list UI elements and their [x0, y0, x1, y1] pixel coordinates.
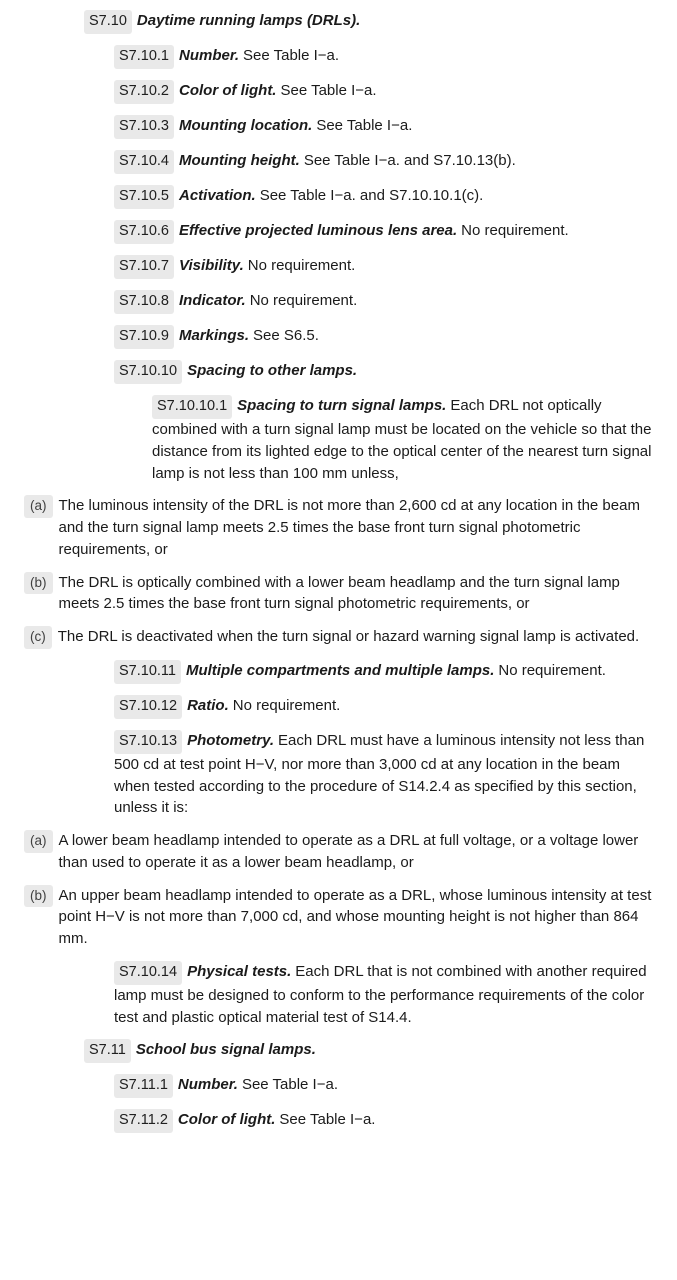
section-number-badge: S7.10.9: [114, 325, 174, 349]
section-item: [84, 10, 653, 34]
section-title: Spacing to other lamps.: [187, 362, 358, 380]
section-paragraph: [84, 1039, 653, 1063]
section-body-text: See Table I−a. and S7.10.10.1(c).: [259, 187, 484, 205]
section-number-badge: S7.10.12: [114, 695, 182, 719]
section-paragraph: [114, 80, 653, 104]
section-number-badge: S7.10.11: [114, 660, 181, 684]
section-body-text: No requirement.: [249, 292, 358, 310]
section-body-text: See S6.5.: [253, 327, 319, 345]
section-paragraph: [114, 325, 653, 349]
section-number-badge: S7.10.5: [114, 185, 174, 209]
section-paragraph: [114, 660, 653, 684]
section-paragraph: [114, 961, 653, 1029]
section-item: [114, 660, 653, 684]
section-number-badge: S7.10.10: [114, 360, 182, 384]
list-item-text: The DRL is deactivated when the turn signal or hazard warning signal lamp is activated.: [57, 628, 640, 646]
section-item: [114, 255, 653, 279]
list-item: [24, 572, 653, 616]
section-body-text: See Table I−a.: [316, 117, 413, 135]
section-number-badge: S7.10.6: [114, 220, 174, 244]
list-item-marker: (b): [24, 885, 53, 908]
section-item: [84, 1039, 653, 1063]
section-item: [114, 115, 653, 139]
section-title: Effective projected luminous lens area.: [179, 222, 458, 240]
list-item-marker: (b): [24, 572, 53, 595]
section-number-badge: S7.10: [84, 10, 132, 34]
section-title: Daytime running lamps (DRLs).: [136, 12, 361, 29]
section-item: [114, 325, 653, 349]
section-item: [114, 1074, 653, 1098]
section-body-text: See Table I−a.: [279, 1111, 376, 1129]
list-item-text: The luminous intensity of the DRL is not more than 2,600 cd at any location in the beam and the turn signal lamp meets 2.5 times the base front turn signal photometric requirements, or: [58, 497, 640, 558]
section-body-text: See Table I−a.: [280, 82, 377, 100]
section-paragraph: [114, 220, 653, 244]
list-item: [24, 885, 653, 950]
section-body-text: Each DRL not optically combined with a turn signal lamp must be located on the vehicle so that the distance from its lighted edge to the optical center of the nearest turn signal lamp is not less than 100 mm unless,: [152, 397, 652, 482]
section-paragraph: [114, 290, 653, 314]
section-number-badge: S7.10.1: [114, 45, 174, 69]
section-item: [152, 395, 653, 484]
section-number-badge: S7.11.2: [114, 1109, 173, 1133]
section-body-text: See Table I−a.: [243, 47, 340, 65]
section-body-text: No requirement.: [232, 696, 341, 714]
section-paragraph: [114, 45, 653, 69]
section-body-text: See Table I−a.: [241, 1076, 338, 1094]
list-item: [24, 830, 653, 874]
section-body-text: No requirement.: [247, 257, 356, 275]
section-number-badge: S7.10.4: [114, 150, 174, 174]
list-item-marker: (a): [24, 495, 53, 518]
section-number-badge: S7.10.3: [114, 115, 174, 139]
section-number-badge: S7.10.2: [114, 80, 174, 104]
section-paragraph: [114, 730, 653, 819]
list-item-text: The DRL is optically combined with a lower beam headlamp and the turn signal lamp meets 2.5 times the base front turn signal photometric requirements, or: [58, 573, 620, 613]
list-item: [24, 495, 653, 560]
section-title: Markings.: [179, 327, 250, 345]
section-body-text: Each DRL must have a luminous intensity not less than 500 cd at test point H−V, nor more than 3,000 cd at any location in the beam when tested according to the procedure of S14.2.4 as specified by this section, unless it is:: [114, 731, 645, 817]
list-item-marker: (c): [24, 626, 52, 649]
section-item: [114, 1109, 653, 1133]
section-body-text: Each DRL that is not combined with another required lamp must be designed to conform to the performance requirements of the color test and plastic optical material test of S14.4.: [114, 962, 647, 1026]
section-title: Ratio.: [187, 696, 229, 714]
section-paragraph: [114, 360, 653, 384]
section-item: [114, 290, 653, 314]
section-title: Multiple compartments and multiple lamps.: [185, 661, 495, 679]
section-number-badge: S7.10.13: [114, 730, 182, 754]
section-item: [114, 80, 653, 104]
section-paragraph: [152, 395, 653, 484]
section-body-text: No requirement.: [498, 661, 606, 679]
section-number-badge: S7.11.1: [114, 1074, 173, 1098]
section-number-badge: S7.10.7: [114, 255, 174, 279]
section-number-badge: S7.10.10.1: [152, 395, 232, 419]
section-paragraph: [114, 185, 653, 209]
section-item: [114, 220, 653, 244]
section-item: [114, 961, 653, 1029]
section-body-text: No requirement.: [461, 222, 569, 240]
section-title: Activation.: [179, 187, 256, 205]
section-number-badge: S7.10.14: [114, 961, 182, 985]
section-title: Indicator.: [179, 292, 246, 310]
section-paragraph: [114, 115, 653, 139]
section-title: School bus signal lamps.: [135, 1041, 316, 1059]
section-title: Number.: [177, 1076, 238, 1094]
section-item: [114, 695, 653, 719]
section-item: [114, 45, 653, 69]
section-item: [114, 150, 653, 174]
section-title: Physical tests.: [187, 962, 292, 980]
list-item-marker: (a): [24, 830, 53, 853]
section-title: Photometry.: [187, 731, 275, 749]
list-item: [24, 626, 653, 649]
section-number-badge: S7.11: [84, 1039, 131, 1063]
section-item: [114, 185, 653, 209]
section-item: [114, 360, 653, 384]
section-title: Spacing to turn signal lamps.: [237, 397, 447, 415]
section-title: Color of light.: [179, 82, 277, 100]
section-title: Number.: [179, 47, 240, 65]
section-paragraph: [114, 255, 653, 279]
section-item: [114, 730, 653, 819]
section-title: Visibility.: [179, 257, 244, 275]
section-body-text: See Table I−a. and S7.10.13(b).: [303, 152, 516, 170]
section-paragraph: [84, 10, 653, 34]
section-paragraph: [114, 150, 653, 174]
section-paragraph: [114, 1109, 653, 1133]
section-title: Mounting height.: [179, 152, 300, 170]
section-number-badge: S7.10.8: [114, 290, 174, 314]
section-title: Color of light.: [177, 1111, 276, 1129]
list-item-text: A lower beam headlamp intended to operate as a DRL at full voltage, or a voltage lower than used to operate it as a lower beam headlamp, or: [58, 832, 639, 871]
list-item-text: An upper beam headlamp intended to operate as a DRL, whose luminous intensity at test point H−V is not more than 7,000 cd, and whose mounting height is not higher than 864 mm.: [58, 886, 652, 948]
section-paragraph: [114, 695, 653, 719]
section-paragraph: [114, 1074, 653, 1098]
section-title: Mounting location.: [179, 117, 313, 135]
